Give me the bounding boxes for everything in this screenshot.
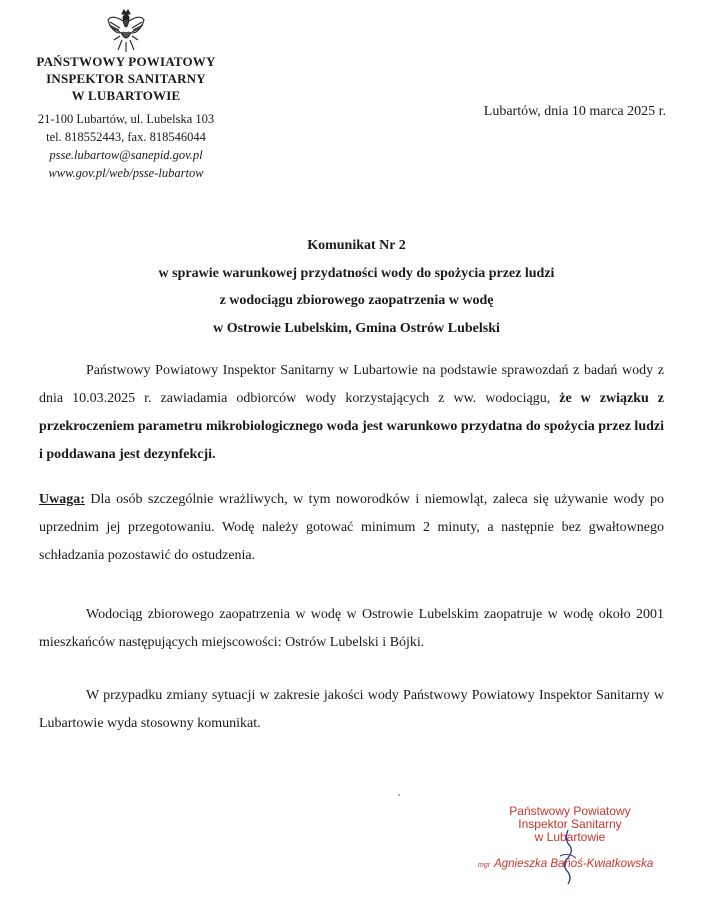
title-line: z wodociągu zbiorowego zaopatrzenia w wodę <box>219 293 494 308</box>
stamp-line: Państwowy Powiatowy <box>509 804 631 818</box>
signer-prefix: mgr <box>478 862 491 869</box>
warning-text: Dla osób szczególnie wrażliwych, w tym noworodków i niemowląt, zaleca się używanie wody po uprzednim jej przegotowaniu. Wodę należy gotować minimum 2 minuty, a następnie bez gwałtownego schładzania pozostawić do ostudzenia. <box>39 492 664 563</box>
issuer-name-line: W LUBARTOWIE <box>71 88 181 103</box>
paragraph-warning <box>39 486 664 570</box>
title-line: Komunikat Nr 2 <box>307 238 406 253</box>
scan-speck <box>398 794 400 796</box>
stamp-line: Inspektor Sanitarny <box>518 817 622 831</box>
handwritten-signature <box>538 826 598 886</box>
issuer-contact <box>20 110 232 182</box>
paragraph-supply-area: Wodociąg zbiorowego zaopatrzenia w wodę w Ostrowie Lubelskim zaopatruje w wodę około 2001 mieszkańców następujących miejscowości: Ostrów Lubelski i Bójki. <box>39 607 664 650</box>
paragraph-announcement <box>39 357 664 469</box>
issuer-name <box>20 53 232 104</box>
stamp-line: w Lubartowie <box>534 830 606 844</box>
issuer-phone-fax: tel. 818552443, fax. 818546044 <box>46 130 206 144</box>
issuer-address: 21-100 Lubartów, ul. Lubelska 103 <box>37 112 215 126</box>
issuer-email: psse.lubartow@sanepid.gov.pl <box>49 148 203 162</box>
title-line: w sprawie warunkowej przydatności wody do spożycia przez ludzi <box>158 265 555 281</box>
title-line: w Ostrowie Lubelskim, Gmina Ostrów Lubelski <box>213 320 500 336</box>
document-date: Lubartów, dnia 10 marca 2025 r. <box>483 104 666 119</box>
issuer-name-line: INSPEKTOR SANITARNY <box>46 71 206 86</box>
announcement-bold-text: że w związku z przekroczeniem parametru mikrobiologicznego woda jest warunkowo przydatna do spożycia przez ludzi i poddawana jest dezynfekcji. <box>39 391 664 462</box>
paragraph-closing: W przypadku zmiany sytuacji w zakresie jakości wody Państwowy Powiatowy Inspektor Sanitarny w Lubartowie wyda stosowny komunikat. <box>39 688 664 731</box>
signer-name: Agnieszka Bańoś-Kwiatkowska <box>494 858 654 870</box>
issuer-website: www.gov.pl/web/psse-lubartow <box>48 166 204 180</box>
warning-label: Uwaga: <box>39 492 85 507</box>
issuer-name-line: PAŃSTWOWY POWIATOWY <box>36 54 216 69</box>
announcement-text: Państwowy Powiatowy Inspektor Sanitarny w Lubartowie na podstawie sprawozdań z badań wody z dnia 10.03.2025 r. zawiadamia odbiorców wody korzystających z ww. wodociągu, <box>39 363 664 406</box>
white-eagle-emblem-icon <box>106 8 146 54</box>
document-title <box>40 232 673 342</box>
